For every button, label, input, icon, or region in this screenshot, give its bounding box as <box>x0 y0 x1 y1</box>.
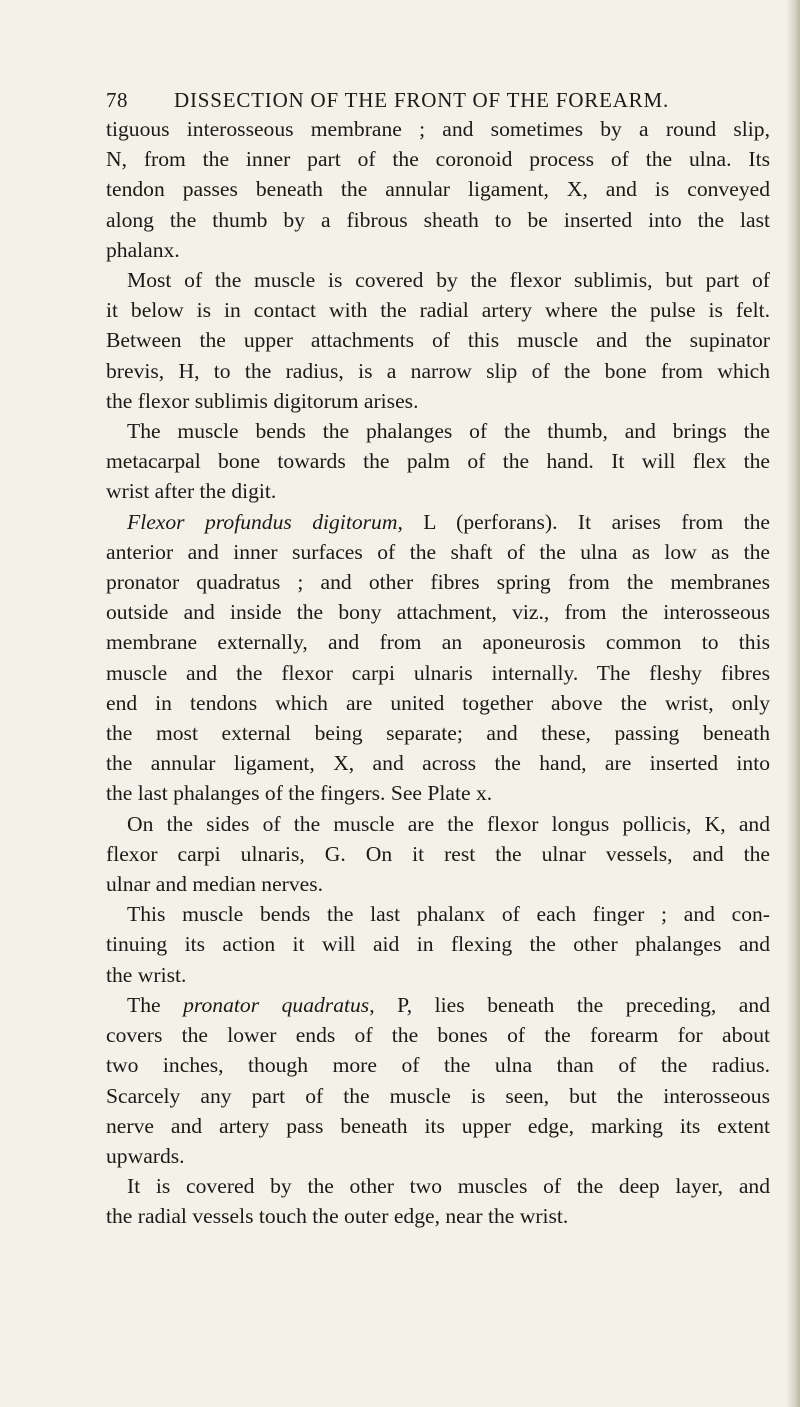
line-text: On the sides of the muscle are the flexor longus pollicis, K, and <box>127 811 770 836</box>
line-text: The muscle bends the phalanges of the thumb, and brings the <box>127 419 770 444</box>
line-text: outside and inside the bony attachment, viz., from the interosseous <box>106 600 770 625</box>
line-text: phalanx. <box>106 237 180 262</box>
italic-term: Flexor profundus digitorum <box>127 509 398 534</box>
line-text: nerve and artery pass beneath its upper edge, marking its extent <box>106 1113 770 1138</box>
text-line <box>106 597 770 627</box>
body-text <box>106 114 770 1232</box>
text-line <box>106 1111 770 1141</box>
line-text: It is covered by the other two muscles of the deep layer, and <box>127 1174 770 1199</box>
text-line <box>106 416 770 446</box>
line-text: anterior and inner surfaces of the shaft of the ulna as low as the <box>106 539 770 564</box>
text-line <box>106 567 770 597</box>
text-line <box>106 1201 770 1231</box>
line-text: , P, lies beneath the preceding, and <box>369 992 770 1017</box>
text-line <box>106 1141 770 1171</box>
line-text: it below is in contact with the radial artery where the pulse is felt. <box>106 298 770 323</box>
text-line <box>106 869 770 899</box>
text-line <box>106 174 770 204</box>
text-line <box>106 205 770 235</box>
text-line <box>106 748 770 778</box>
line-text: Between the upper attachments of this muscle and the supinator <box>106 328 770 353</box>
line-text: two inches, though more of the ulna than of the radius. <box>106 1053 770 1078</box>
text-line <box>106 839 770 869</box>
text-line <box>106 899 770 929</box>
line-text: muscle and the flexor carpi ulnaris internally. The fleshy fibres <box>106 660 770 685</box>
text-line <box>106 1081 770 1111</box>
italic-term: pronator quadratus <box>183 992 370 1017</box>
text-line <box>106 658 770 688</box>
line-text: wrist after the digit. <box>106 479 277 504</box>
line-text: flexor carpi ulnaris, G. On it rest the ulnar vessels, and the <box>106 841 770 866</box>
line-text: ulnar and median nerves. <box>106 872 324 897</box>
line-text: the annular ligament, X, and across the hand, are inserted into <box>106 751 770 776</box>
text-line <box>106 295 770 325</box>
text-line <box>106 990 770 1020</box>
line-text: upwards. <box>106 1143 185 1168</box>
line-text: the last phalanges of the fingers. See Plate x. <box>106 781 493 806</box>
text-line <box>106 144 770 174</box>
text-line <box>106 627 770 657</box>
text-line <box>106 356 770 386</box>
line-text: This muscle bends the last phalanx of each finger ; and con- <box>127 902 770 927</box>
line-prefix: The <box>127 992 184 1017</box>
line-text: pronator quadratus ; and other fibres spring from the membranes <box>106 570 770 595</box>
text-line <box>106 778 770 808</box>
text-line <box>106 960 770 990</box>
text-line <box>106 265 770 295</box>
line-text: along the thumb by a fibrous sheath to be inserted into the last <box>106 207 770 232</box>
text-line <box>106 325 770 355</box>
line-text: N, from the inner part of the coronoid process of the ulna. Its <box>106 147 770 172</box>
text-line <box>106 114 770 144</box>
line-text: the most external being separate; and these, passing beneath <box>106 721 770 746</box>
text-line <box>106 1020 770 1050</box>
line-text: the wrist. <box>106 962 187 987</box>
line-text: Scarcely any part of the muscle is seen, but the interosseous <box>106 1083 770 1108</box>
text-line <box>106 718 770 748</box>
text-line <box>106 386 770 416</box>
line-text: Most of the muscle is covered by the flexor sublimis, but part of <box>127 268 770 293</box>
line-text: tiguous interosseous membrane ; and sometimes by a round slip, <box>106 117 770 141</box>
line-text: tendon passes beneath the annular ligament, X, and is conveyed <box>106 177 770 202</box>
line-text: the radial vessels touch the outer edge, near the wrist. <box>106 1204 569 1229</box>
line-text: tinuing its action it will aid in flexing the other phalanges and <box>106 932 770 957</box>
line-text: end in tendons which are united together above the wrist, only <box>106 690 770 715</box>
page-number: 78 <box>106 88 128 112</box>
text-line <box>106 1171 770 1201</box>
text-line <box>106 929 770 959</box>
running-head: DISSECTION OF THE FRONT OF THE FOREARM. <box>174 88 670 112</box>
text-line <box>106 1050 770 1080</box>
text-line <box>106 809 770 839</box>
text-line <box>106 476 770 506</box>
page-edge-shadow <box>786 0 800 1407</box>
line-text: , L (perforans). It arises from the <box>397 509 770 534</box>
line-text: metacarpal bone towards the palm of the hand. It will flex the <box>106 449 770 474</box>
text-line <box>106 235 770 265</box>
text-line <box>106 507 770 537</box>
text-line <box>106 537 770 567</box>
text-line <box>106 688 770 718</box>
line-text: covers the lower ends of the bones of the forearm for about <box>106 1023 770 1048</box>
line-text: brevis, H, to the radius, is a narrow slip of the bone from which <box>106 358 770 383</box>
line-text: membrane externally, and from an aponeurosis common to this <box>106 630 770 655</box>
text-line <box>106 446 770 476</box>
line-text: the flexor sublimis digitorum arises. <box>106 388 419 413</box>
